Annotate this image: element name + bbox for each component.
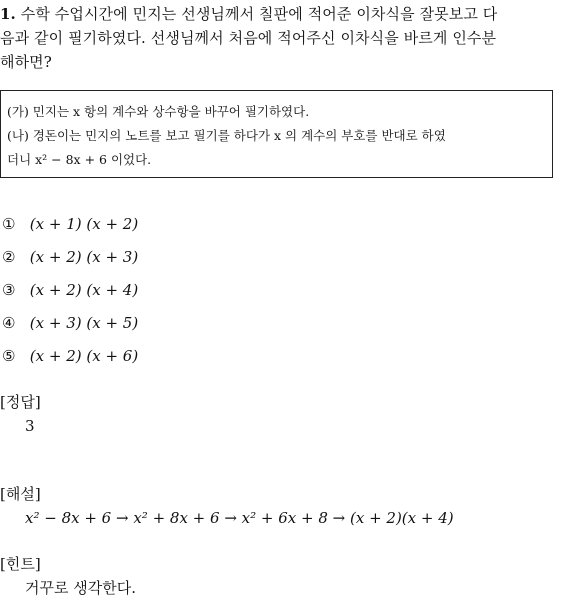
conditions-box <box>0 90 553 178</box>
choice-5[interactable] <box>2 341 138 374</box>
solution-label: [해설] <box>0 485 41 503</box>
choice-expression: (x + 2) (x + 4) <box>29 281 139 299</box>
question-line-2: 음과 같이 필기하였다. 선생님께서 처음에 적어주신 이차식을 바르게 인수분 <box>0 29 497 47</box>
choice-expression: (x + 1) (x + 2) <box>29 215 139 233</box>
choice-marker: ④ <box>2 314 16 332</box>
choice-marker: ⑤ <box>2 347 16 365</box>
choice-expression: (x + 2) (x + 3) <box>29 248 139 266</box>
question-line-1-text: 수학 수업시간에 민지는 선생님께서 칠판에 적어준 이차식을 잘못보고 다 <box>20 5 498 23</box>
condition-a: (가) 민지는 x 항의 계수와 상수항을 바꾸어 필기하였다. <box>7 104 310 119</box>
choice-marker: ③ <box>2 281 16 299</box>
question-line-1 <box>0 2 572 26</box>
choice-marker: ① <box>2 215 16 233</box>
question-line-3: 해하면? <box>0 53 52 71</box>
choice-expression: (x + 3) (x + 5) <box>29 314 139 332</box>
condition-b-line-1: (나) 경돈이는 민지의 노트를 보고 필기를 하다가 x 의 계수의 부호를 반대로 하였 <box>7 128 446 143</box>
hint-text: 거꾸로 생각한다. <box>25 579 136 597</box>
solution-text: x² − 8x + 6 → x² + 8x + 6 → x² + 6x + 8 → (x + 2)(x + 4) <box>25 509 454 527</box>
answer-label: [정답] <box>0 393 41 411</box>
choice-expression: (x + 2) (x + 6) <box>29 347 139 365</box>
choice-marker: ② <box>2 248 16 266</box>
question-text <box>0 2 572 74</box>
answer-choices <box>2 209 138 374</box>
hint-label: [힌트] <box>0 555 41 573</box>
question-number: 1. <box>0 5 16 23</box>
choice-3[interactable] <box>2 275 138 308</box>
choice-1[interactable] <box>2 209 138 242</box>
answer-value: 3 <box>25 417 35 435</box>
choice-4[interactable] <box>2 308 138 341</box>
choice-2[interactable] <box>2 242 138 275</box>
condition-b-line-2: 더니 x² − 8x + 6 이었다. <box>7 152 152 167</box>
